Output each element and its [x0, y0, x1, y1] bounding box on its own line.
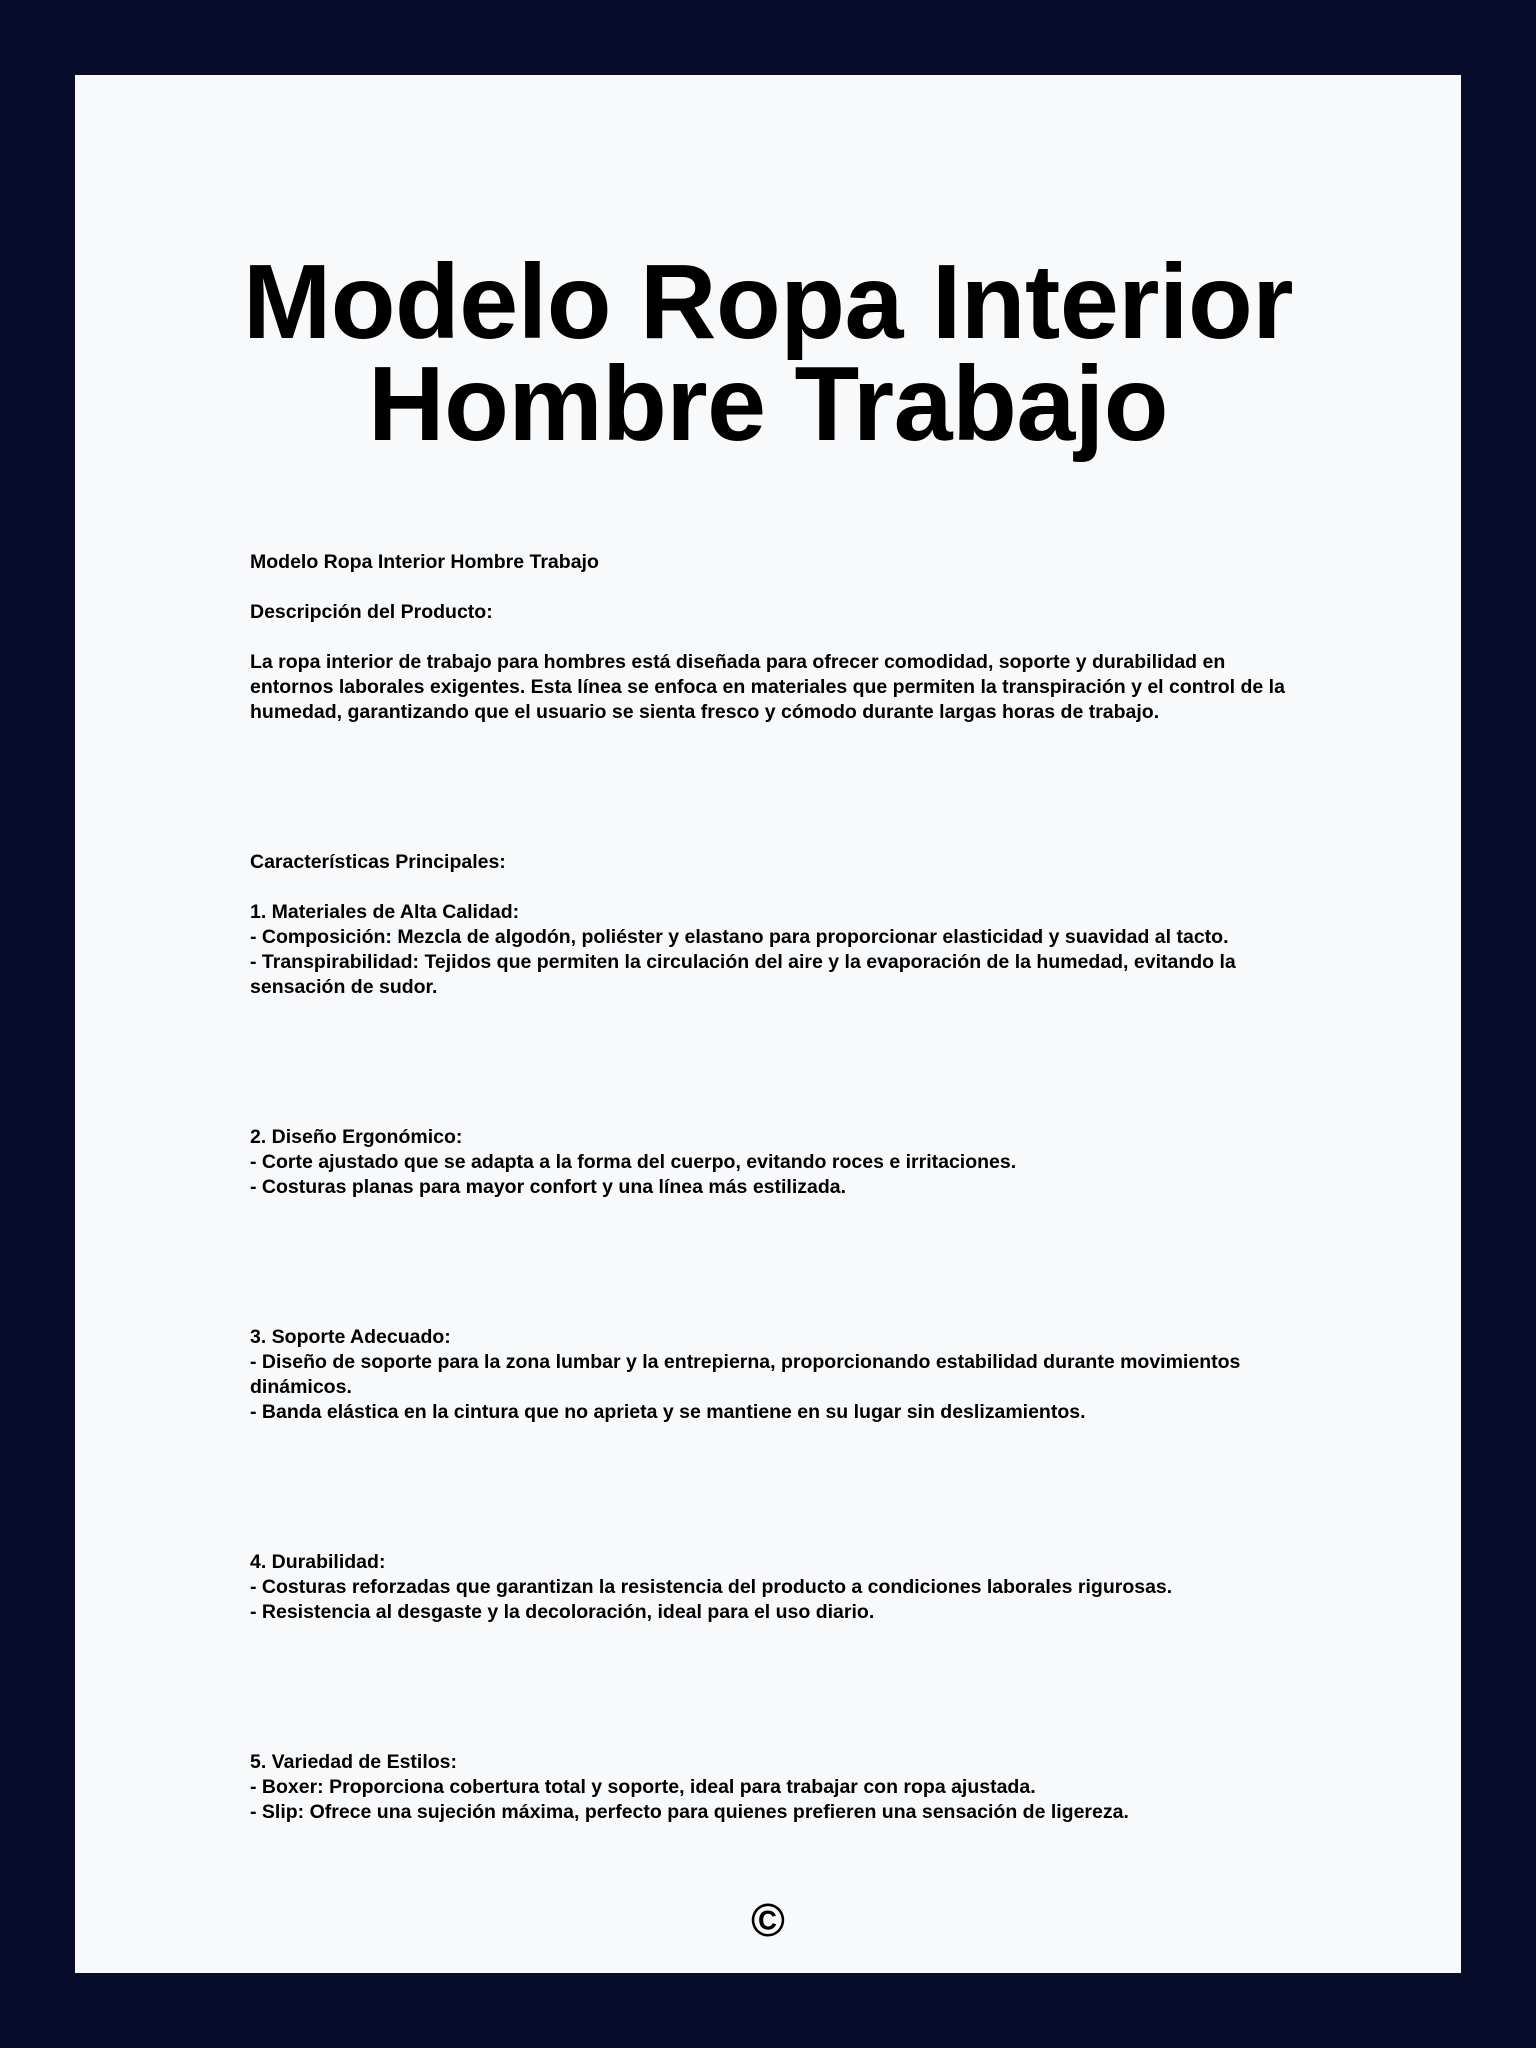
description-text: La ropa interior de trabajo para hombres está diseñada para ofrecer comodidad, soporte y durabilidad en entornos laborales exigentes. Esta línea se enfoca en materiales que permiten la transpiración y el control de la humedad, garantizando que el usuario se sienta fresco y cómodo durante largas horas de trabajo. — [250, 651, 1285, 723]
feature-line: - Boxer: Proporciona cobertura total y soporte, ideal para trabajar con ropa ajustada. — [250, 1776, 1036, 1798]
feature-line: - Composición: Mezcla de algodón, poliéster y elastano para proporcionar elasticidad y suavidad al tacto. — [250, 926, 1229, 948]
feature-line: - Corte ajustado que se adapta a la forma del cuerpo, evitando roces e irritaciones. — [250, 1151, 1017, 1173]
feature-section — [250, 1125, 1310, 1200]
feature-section — [250, 1750, 1310, 1825]
copyright-symbol: © — [751, 1894, 785, 1946]
page-title: Modelo Ropa Interior Hombre Trabajo — [243, 243, 1293, 463]
feature-heading: 5. Variedad de Estilos: — [250, 1751, 457, 1773]
feature-line: - Diseño de soporte para la zona lumbar y la entrepierna, proporcionando estabilidad durante movimientos dinámicos. — [250, 1351, 1241, 1398]
feature-line: - Costuras reforzadas que garantizan la resistencia del producto a condiciones laborales rigurosas. — [250, 1576, 1173, 1598]
document-body — [250, 550, 1310, 1825]
feature-section — [250, 1325, 1310, 1425]
feature-line: - Costuras planas para mayor confort y una línea más estilizada. — [250, 1176, 847, 1198]
feature-heading: 1. Materiales de Alta Calidad: — [250, 901, 520, 923]
feature-line: - Resistencia al desgaste y la decoloración, ideal para el uso diario. — [250, 1601, 875, 1623]
feature-heading: 3. Soporte Adecuado: — [250, 1326, 451, 1348]
feature-heading: 4. Durabilidad: — [250, 1551, 386, 1573]
feature-line: - Slip: Ofrece una sujeción máxima, perfecto para quienes prefieren una sensación de ligereza. — [250, 1801, 1129, 1823]
feature-section — [250, 900, 1310, 1000]
feature-heading: 2. Diseño Ergonómico: — [250, 1126, 463, 1148]
document-page — [75, 75, 1461, 1973]
features-heading: Características Principales: — [250, 851, 506, 873]
description-heading: Descripción del Producto: — [250, 601, 493, 623]
document-heading: Modelo Ropa Interior Hombre Trabajo — [250, 551, 599, 573]
feature-line: - Banda elástica en la cintura que no aprieta y se mantiene en su lugar sin deslizamientos. — [250, 1401, 1086, 1423]
feature-line: - Transpirabilidad: Tejidos que permiten la circulación del aire y la evaporación de la humedad, evitando la sensación de sudor. — [250, 951, 1236, 998]
feature-section — [250, 1550, 1310, 1625]
